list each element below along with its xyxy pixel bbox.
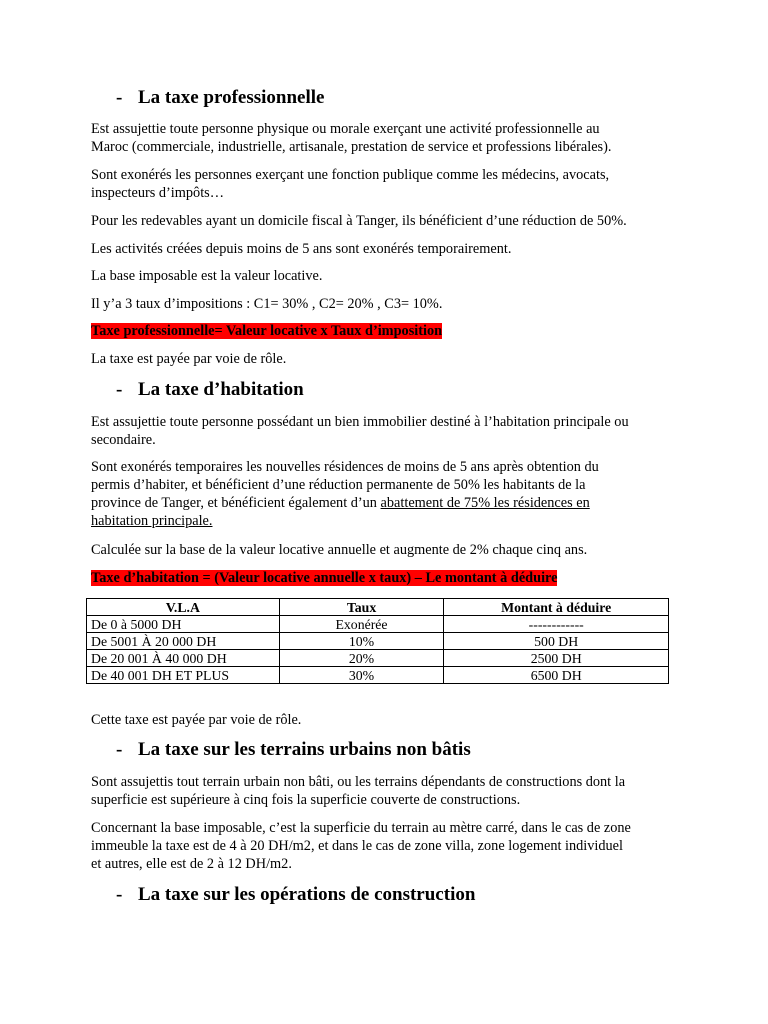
paragraph: Les activités créées depuis moins de 5 ans sont exonérés temporairement. [91, 241, 512, 257]
heading-text: La taxe professionnelle [138, 87, 325, 108]
table-cell: De 0 à 5000 DH [87, 616, 280, 633]
text-line: Sont assujettis tout terrain urbain non bâti, ou les terrains dépendants de constructions dont la [91, 774, 626, 790]
text-line: Maroc (commerciale, industrielle, artisanale, prestation de service et professions libérales). [91, 139, 612, 155]
heading-bullet: - [116, 87, 123, 108]
column-header: V.L.A [87, 599, 280, 616]
table-cell: 6500 DH [444, 667, 669, 684]
table-cell: Exonérée [279, 616, 444, 633]
heading-bullet: - [116, 884, 123, 905]
paragraph [91, 166, 691, 202]
table-row [87, 616, 669, 633]
section-heading-taxe-professionnelle [116, 87, 324, 109]
table-cell: ------------ [444, 616, 669, 633]
heading-text: La taxe sur les opérations de construction [138, 884, 476, 905]
column-header: Taux [279, 599, 444, 616]
text-line: permis d’habiter, et bénéficient d’une réduction permanente de 50% les habitants de la [91, 477, 586, 493]
text-line: Sont exonérés les personnes exerçant une fonction publique comme les médecins, avocats, [91, 167, 610, 183]
table-row [87, 650, 669, 667]
formula-paragraph [91, 322, 691, 340]
table-cell: De 40 001 DH ET PLUS [87, 667, 280, 684]
paragraph [91, 120, 691, 156]
text-line: et autres, elle est de 2 à 12 DH/m2. [91, 856, 292, 872]
highlighted-formula: Taxe d’habitation = (Valeur locative annuelle x taux) – Le montant à déduire [91, 570, 558, 586]
formula-paragraph [91, 569, 691, 587]
heading-text: La taxe sur les terrains urbains non bâtis [138, 739, 471, 760]
text-line: superficie est supérieure à cinq fois la superficie couverte de constructions. [91, 792, 521, 808]
paragraph: Il y’a 3 taux d’impositions : C1= 30% , C2= 20% , C3= 10%. [91, 296, 443, 312]
paragraph [91, 413, 691, 449]
section-heading-terrains-urbains [116, 739, 471, 761]
heading-bullet: - [116, 379, 123, 400]
heading-bullet: - [116, 739, 123, 760]
table-header-row [87, 599, 669, 616]
paragraph: Pour les redevables ayant un domicile fiscal à Tanger, ils bénéficient d’une réduction de 50%. [91, 213, 627, 229]
paragraph: Cette taxe est payée par voie de rôle. [91, 712, 302, 728]
text-line: secondaire. [91, 432, 156, 448]
section-heading-taxe-habitation [116, 379, 304, 401]
text-line: inspecteurs d’impôts… [91, 185, 225, 201]
table-cell: 2500 DH [444, 650, 669, 667]
text-line: Concernant la base imposable, c’est la superficie du terrain au mètre carré, dans le cas de zone [91, 820, 631, 836]
column-header: Montant à déduire [444, 599, 669, 616]
habitation-tax-table [86, 598, 669, 684]
highlighted-formula: Taxe professionnelle= Valeur locative x Taux d’imposition [91, 323, 443, 339]
underlined-text: habitation principale. [91, 513, 213, 529]
text-line: Est assujettie toute personne possédant un bien immobilier destiné à l’habitation principale ou [91, 414, 629, 430]
table-cell: De 20 001 À 40 000 DH [87, 650, 280, 667]
text-run: province de Tanger, et bénéficient également d’un [91, 495, 381, 511]
text-line [91, 494, 691, 512]
paragraph: Calculée sur la base de la valeur locative annuelle et augmente de 2% chaque cinq ans. [91, 542, 588, 558]
table-cell: 10% [279, 633, 444, 650]
table-row [87, 667, 669, 684]
heading-text: La taxe d’habitation [138, 379, 304, 400]
text-line: Est assujettie toute personne physique ou morale exerçant une activité professionnelle au [91, 121, 600, 137]
paragraph: La base imposable est la valeur locative. [91, 268, 323, 284]
text-line: Sont exonérés temporaires les nouvelles résidences de moins de 5 ans après obtention du [91, 459, 599, 475]
paragraph [91, 773, 691, 809]
table-row [87, 633, 669, 650]
paragraph [91, 458, 691, 530]
table-cell: 30% [279, 667, 444, 684]
paragraph [91, 819, 691, 873]
paragraph: La taxe est payée par voie de rôle. [91, 351, 287, 367]
underlined-text: abattement de 75% les résidences en [380, 495, 590, 511]
table-cell: 500 DH [444, 633, 669, 650]
section-heading-operations-construction [116, 884, 475, 906]
table-cell: 20% [279, 650, 444, 667]
text-line: immeuble la taxe est de 4 à 20 DH/m2, et dans le cas de zone villa, zone logement individuel [91, 838, 624, 854]
table-cell: De 5001 À 20 000 DH [87, 633, 280, 650]
